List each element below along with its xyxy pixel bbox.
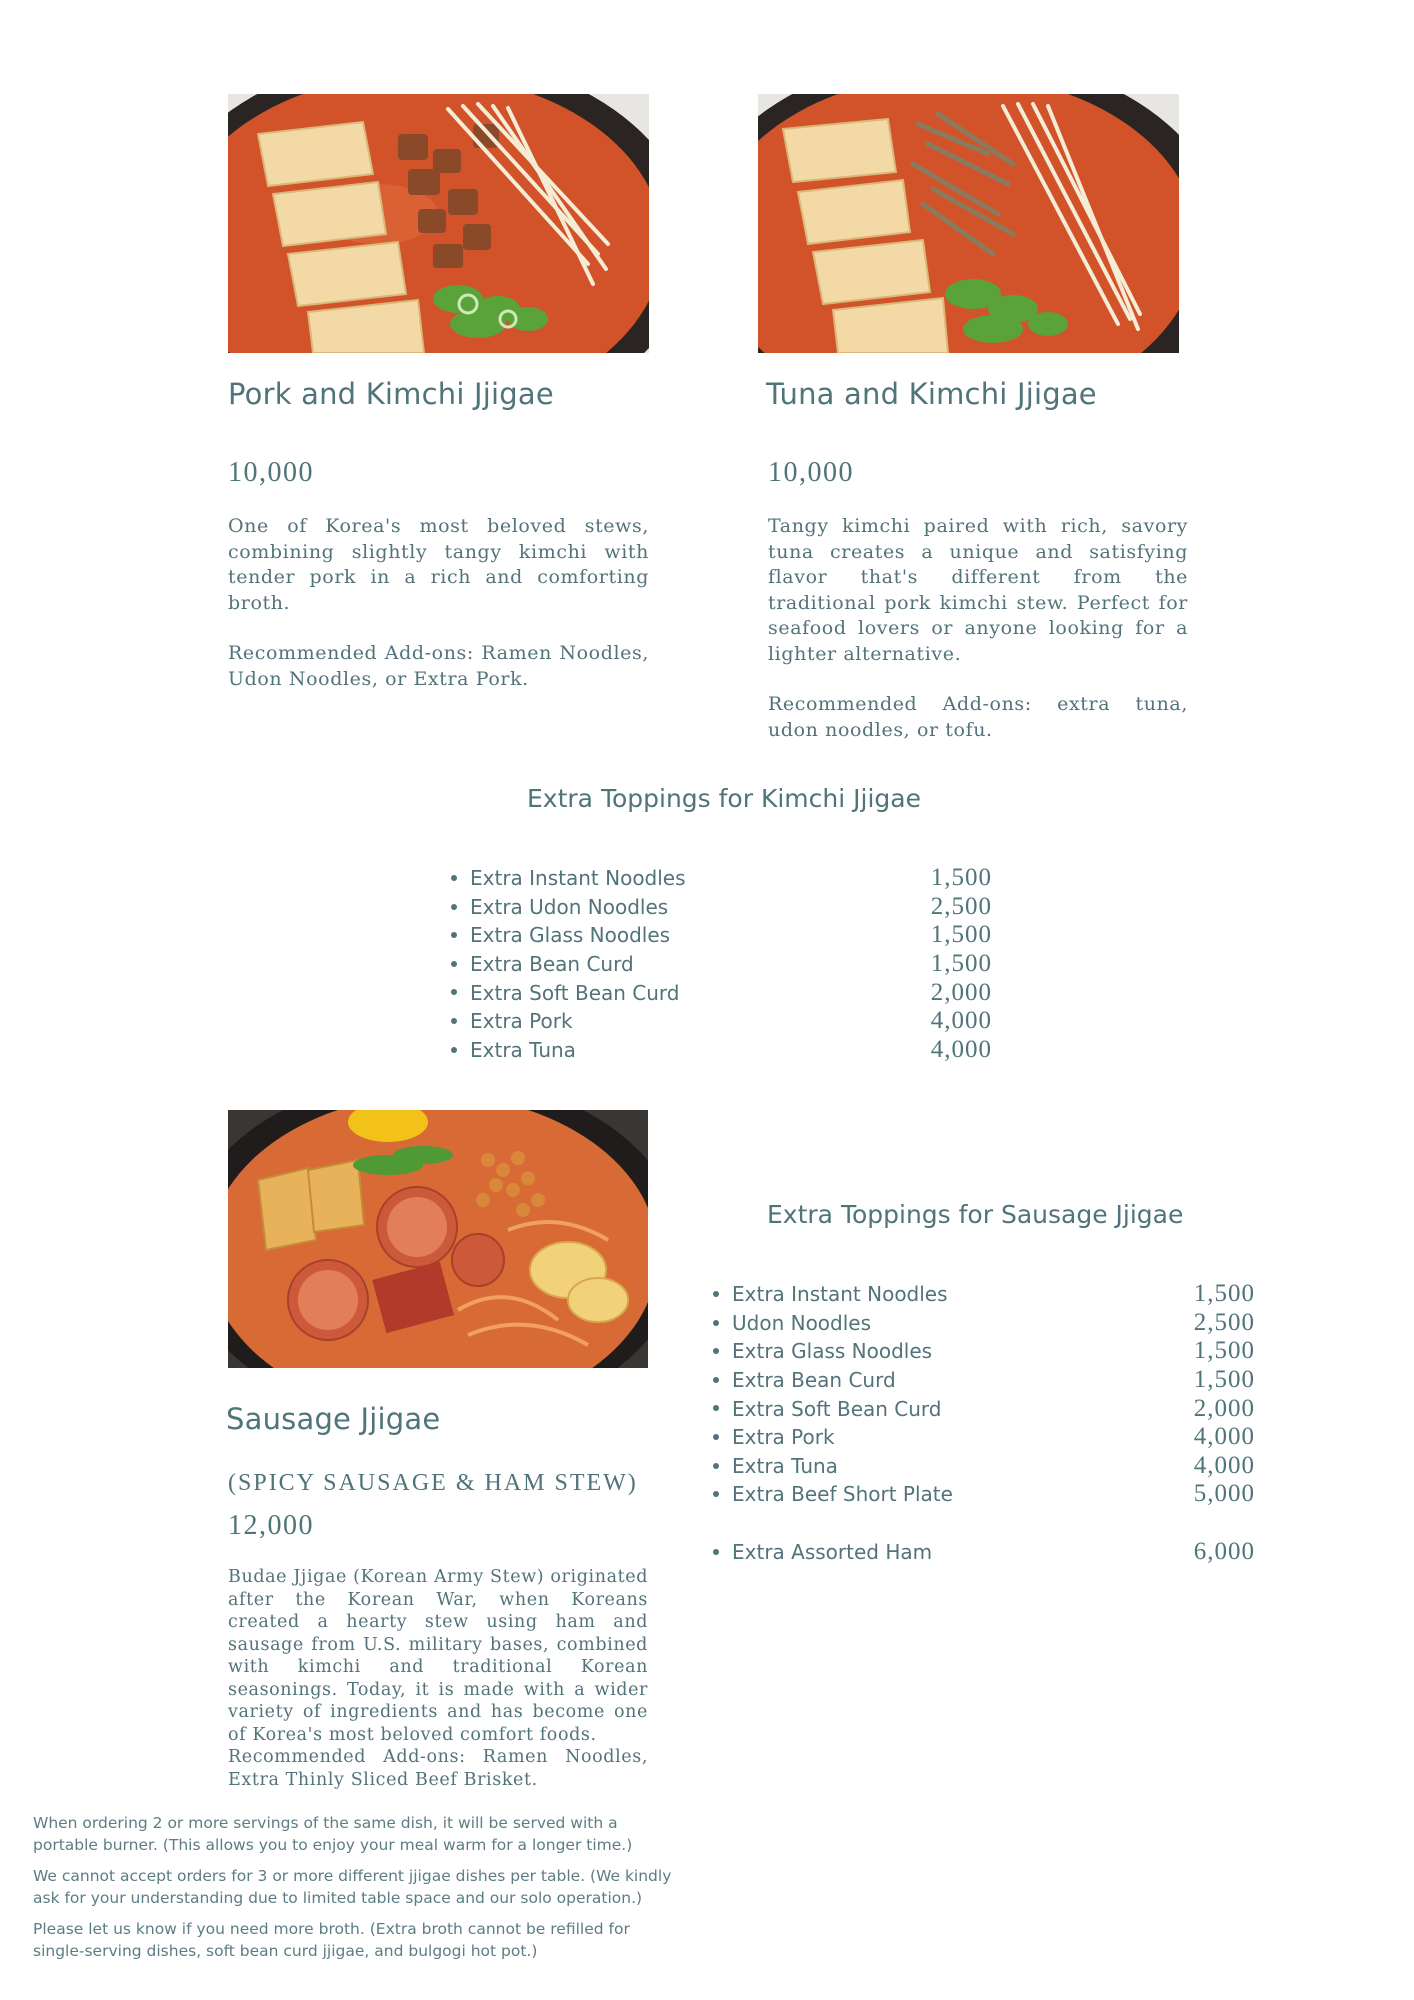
bullet-icon — [713, 1348, 719, 1354]
topping-price: 4,000 — [930, 1007, 992, 1035]
dish-price-tuna: 10,000 — [768, 457, 854, 488]
topping-price: 2,500 — [930, 892, 992, 920]
sausage-jjigae-photo — [228, 1110, 648, 1368]
bullet-icon — [451, 1018, 457, 1024]
topping-item — [732, 1538, 1255, 1567]
topping-item — [470, 978, 992, 1007]
topping-name: Extra Glass Noodles — [732, 1339, 933, 1364]
topping-name: Extra Assorted Ham — [732, 1540, 933, 1565]
topping-name: Extra Pork — [732, 1425, 835, 1450]
topping-name: Extra Bean Curd — [732, 1368, 896, 1393]
topping-item — [732, 1309, 1255, 1338]
topping-price: 4,000 — [1193, 1451, 1255, 1479]
sausage-toppings-extra-list — [732, 1538, 1255, 1567]
topping-item — [732, 1452, 1255, 1481]
topping-name: Extra Instant Noodles — [732, 1282, 948, 1307]
dish-description-sausage — [228, 1566, 648, 1791]
description-text: Budae Jjigae (Korean Army Stew) originated after the Korean War, when Koreans created a hearty stew using ham and sausage from U.S. military bases, combined with kimchi and traditional Korean seasonings. Today, it is made with a wider variety of ingredients and has become one of Korea's most beloved comfort foods. — [228, 1567, 648, 1745]
bullet-icon — [451, 932, 457, 938]
addons-text: Recommended Add-ons: extra tuna, udon noodles, or tofu. — [768, 693, 1188, 741]
topping-item — [732, 1394, 1255, 1423]
topping-price: 1,500 — [1193, 1366, 1255, 1394]
addons-text: Recommended Add-ons: Ramen Noodles, Extra Thinly Sliced Beef Brisket. — [228, 1747, 648, 1790]
topping-item — [470, 921, 992, 950]
topping-item — [470, 950, 992, 979]
topping-item — [470, 893, 992, 922]
topping-item — [732, 1423, 1255, 1452]
note-order-limit: We cannot accept orders for 3 or more different jjigae dishes per table. (We kindly ask for your understanding due to limited table space and our solo operation.) — [33, 1867, 672, 1907]
topping-price: 1,500 — [930, 864, 992, 892]
kimchi-toppings-title: Extra Toppings for Kimchi Jjigae — [527, 784, 921, 813]
bullet-icon — [451, 989, 457, 995]
topping-price: 1,500 — [930, 950, 992, 978]
topping-item — [470, 1036, 992, 1065]
sausage-toppings-list — [732, 1280, 1255, 1509]
topping-name: Extra Tuna — [470, 1037, 576, 1062]
bullet-icon — [713, 1377, 719, 1383]
topping-name: Extra Udon Noodles — [470, 894, 669, 919]
topping-name: Extra Bean Curd — [470, 952, 634, 977]
dish-price-pork: 10,000 — [228, 457, 314, 488]
sausage-toppings-title: Extra Toppings for Sausage Jjigae — [767, 1200, 1184, 1229]
bullet-icon — [713, 1320, 719, 1326]
topping-item — [732, 1280, 1255, 1309]
bullet-icon — [713, 1434, 719, 1440]
description-text: One of Korea's most beloved stews, combining slightly tangy kimchi with tender pork in a rich and comforting broth. — [228, 515, 649, 614]
bullet-icon — [451, 1047, 457, 1053]
topping-price: 1,500 — [930, 921, 992, 949]
dish-title-pork: Pork and Kimchi Jjigae — [228, 377, 554, 411]
bullet-icon — [713, 1291, 719, 1297]
ordering-notes — [33, 1812, 673, 1971]
dish-title-sausage: Sausage Jjigae — [226, 1402, 441, 1436]
pork-kimchi-jjigae-photo — [228, 94, 649, 353]
description-text: Tangy kimchi paired with rich, savory tuna creates a unique and satisfying flavor that's different from the traditional pork kimchi stew. Perfect for seafood lovers or anyone looking for a lighter alternative. — [768, 515, 1188, 665]
topping-name: Extra Soft Bean Curd — [470, 980, 680, 1005]
bullet-icon — [713, 1491, 719, 1497]
note-portable-burner: When ordering 2 or more servings of the same dish, it will be served with a portable burner. (This allows you to enjoy your meal warm for a longer time.) — [33, 1814, 633, 1854]
bullet-icon — [451, 904, 457, 910]
bullet-icon — [713, 1549, 719, 1555]
topping-name: Extra Pork — [470, 1009, 573, 1034]
addons-text: Recommended Add-ons: Ramen Noodles, Udon Noodles, or Extra Pork. — [228, 642, 649, 690]
dish-price-sausage: 12,000 — [228, 1510, 314, 1541]
bullet-icon — [451, 961, 457, 967]
bullet-icon — [451, 875, 457, 881]
topping-name: Extra Instant Noodles — [470, 866, 686, 891]
topping-price: 1,500 — [1193, 1337, 1255, 1365]
topping-name: Extra Glass Noodles — [470, 923, 671, 948]
dish-subtitle-sausage: (SPICY SAUSAGE & HAM STEW) — [228, 1470, 638, 1496]
topping-item — [732, 1337, 1255, 1366]
bullet-icon — [713, 1463, 719, 1469]
topping-price: 5,000 — [1193, 1480, 1255, 1508]
tuna-kimchi-jjigae-photo — [758, 94, 1179, 353]
topping-price: 2,500 — [1193, 1308, 1255, 1336]
topping-price: 2,000 — [1193, 1394, 1255, 1422]
topping-price: 6,000 — [1193, 1538, 1255, 1566]
topping-item — [470, 864, 992, 893]
dish-description-tuna — [768, 514, 1188, 743]
topping-item — [732, 1480, 1255, 1509]
topping-name: Extra Tuna — [732, 1453, 838, 1478]
topping-price: 1,500 — [1193, 1280, 1255, 1308]
topping-name: Extra Beef Short Plate — [732, 1482, 953, 1507]
kimchi-toppings-list — [470, 864, 992, 1064]
note-broth-refill: Please let us know if you need more broth. (Extra broth cannot be refilled for single-serving dishes, soft bean curd jjigae, and bulgogi hot pot.) — [33, 1920, 630, 1960]
topping-price: 4,000 — [1193, 1423, 1255, 1451]
topping-item — [732, 1366, 1255, 1395]
dish-title-tuna: Tuna and Kimchi Jjigae — [766, 377, 1097, 411]
bullet-icon — [713, 1405, 719, 1411]
topping-price: 4,000 — [930, 1035, 992, 1063]
topping-price: 2,000 — [930, 978, 992, 1006]
topping-item — [470, 1007, 992, 1036]
dish-description-pork — [228, 514, 649, 692]
topping-name: Extra Soft Bean Curd — [732, 1396, 942, 1421]
topping-name: Udon Noodles — [732, 1310, 872, 1335]
